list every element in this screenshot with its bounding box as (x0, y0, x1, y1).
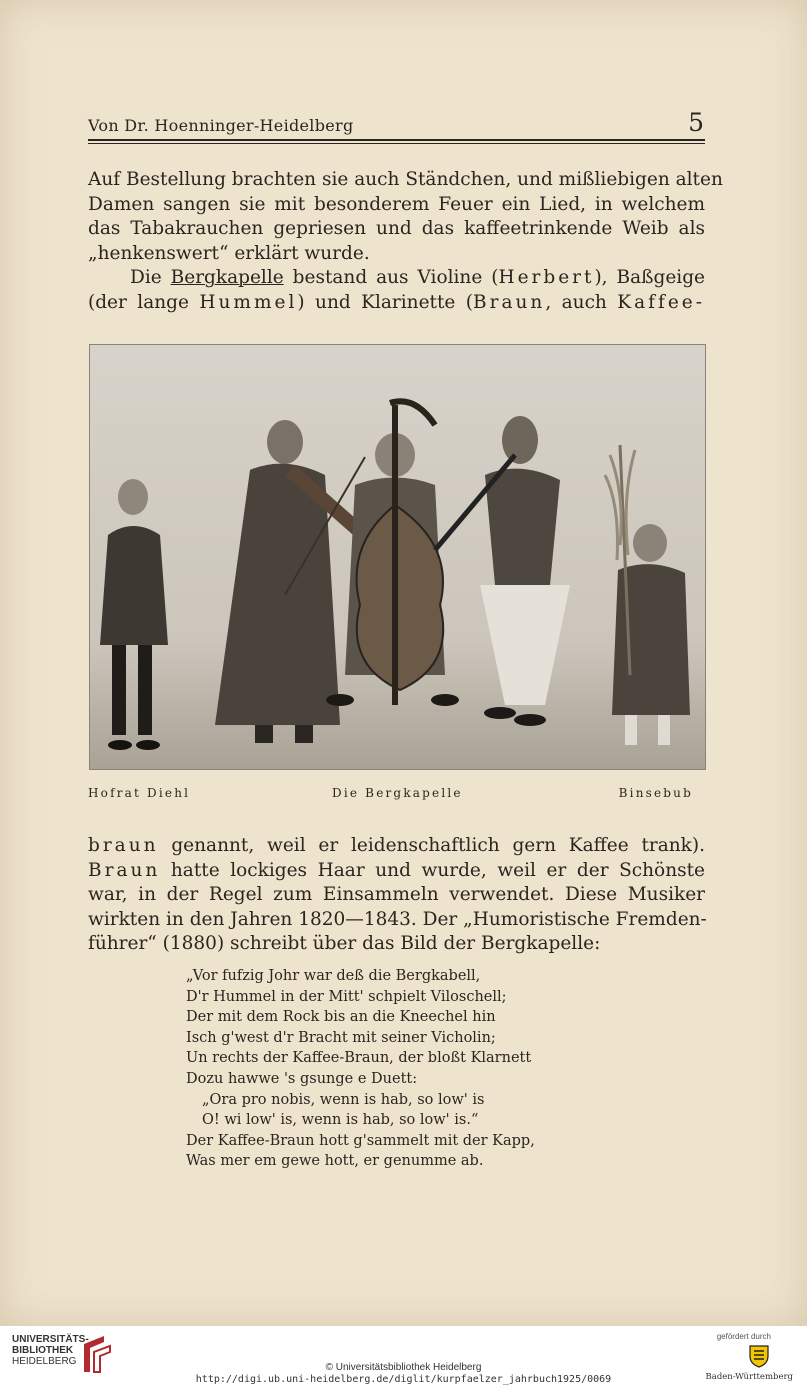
caption-left: Hofrat Diehl (88, 786, 191, 800)
funded-by-label: gefördert durch (716, 1332, 771, 1341)
text-fragment: bestand aus Violine ( (292, 267, 499, 288)
library-name-line3: HEIDELBERG (12, 1356, 77, 1367)
header-title: Von Dr. Hoenninger-Heidelberg (88, 116, 354, 135)
paragraph-2 (88, 266, 705, 315)
text-line: wirkten in den Jahren 1820—1843. Der „Humoristische Fremden- (88, 908, 707, 930)
coat-of-arms-icon (748, 1344, 770, 1368)
text-fragment: hatte lockiges Haar und wurde, weil er der Schönste (170, 859, 705, 881)
library-name-line2: BIBLIOTHEK (12, 1345, 74, 1356)
page-number: 5 (688, 108, 704, 137)
spaced-name: Kaffee- (617, 291, 705, 313)
text-fragment: (der lange (88, 291, 189, 313)
bergkapelle-illustration (89, 344, 706, 770)
copyright-notice: © Universitätsbibliothek Heidelberg (325, 1362, 482, 1373)
poem-line: Dozu hawwe 's gsunge e Duett: (186, 1070, 418, 1087)
spaced-name: Herbert (498, 267, 595, 288)
text-fragment: ), Baßgeige (594, 267, 705, 288)
header-rule-thin (88, 143, 705, 144)
text-line (88, 834, 705, 859)
text-line: Auf Bestellung brachten sie auch Ständchen, und mißliebigen alten (88, 169, 723, 190)
poem-line: O! wi low' is, wenn is hab, so low' is.“ (202, 1112, 479, 1129)
library-name-line1: UNIVERSITÄTS- (12, 1334, 89, 1345)
illustration-captions (88, 786, 705, 806)
text-line: war, in der Regel zum Einsammeln verwendet. Diese Musiker (88, 884, 705, 905)
poem-line: D'r Hummel in der Mitt' schpielt Viloschell; (186, 988, 507, 1005)
poem-line: Der mit dem Rock bis an die Kneechel hin (186, 1009, 496, 1026)
text-line: Damen sangen sie mit besonderem Feuer ein Lied, in welchem (88, 193, 705, 215)
caption-right: Binsebub (618, 786, 693, 800)
text-fragment: Die (130, 267, 162, 288)
paragraph-1 (88, 168, 723, 266)
poem-line: „Vor fufzig Johr war deß die Bergkabell, (186, 968, 481, 984)
poem-line: „Ora pro nobis, wenn is hab, so low' is (202, 1091, 485, 1108)
text-fragment: genannt, weil er leidenschaftlich gern Kaffee trank). (171, 835, 705, 856)
header-rule (88, 139, 705, 141)
text-line: „henkenswert“ erklärt wurde. (88, 242, 370, 264)
spaced-name: Braun (88, 859, 161, 881)
text-line (88, 859, 705, 884)
spaced-name: Hummel (199, 291, 298, 313)
text-fragment: , auch (545, 291, 607, 313)
text-fragment: ) und Klarinette ( (297, 291, 473, 313)
running-header (88, 108, 708, 142)
text-line (88, 266, 705, 291)
text-line: führer“ (1880) schreibt über das Bild der Bergkapelle: (88, 933, 601, 954)
poem (186, 966, 626, 1172)
spaced-name: Braun (473, 291, 546, 313)
paragraph-3 (88, 834, 705, 957)
poem-line: Un rechts der Kaffee-Braun, der bloßt Klarnett (186, 1050, 532, 1067)
illustration-drawing (90, 345, 705, 769)
digitization-footer (0, 1326, 807, 1387)
poem-line: Was mer em gewe hott, er genumme ab. (186, 1153, 484, 1170)
poem-line: Isch g'west d'r Bracht mit seiner Vicholin; (186, 1029, 496, 1046)
caption-center: Die Bergkapelle (332, 786, 463, 800)
poem-line: Der Kaffee-Braun hott g'sammelt mit der Kapp, (186, 1132, 535, 1149)
spaced-name: braun (88, 835, 159, 856)
state-name: Baden-Württemberg (705, 1372, 793, 1382)
permalink-url[interactable]: http://digi.ub.uni-heidelberg.de/diglit/kurpfaelzer_jahrbuch1925/0069 (195, 1374, 612, 1385)
text-line: das Tabakrauchen gepriesen und das kaffeetrinkende Weib als (88, 218, 705, 239)
text-line (88, 291, 705, 316)
underlined-word: Bergkapelle (170, 267, 284, 288)
